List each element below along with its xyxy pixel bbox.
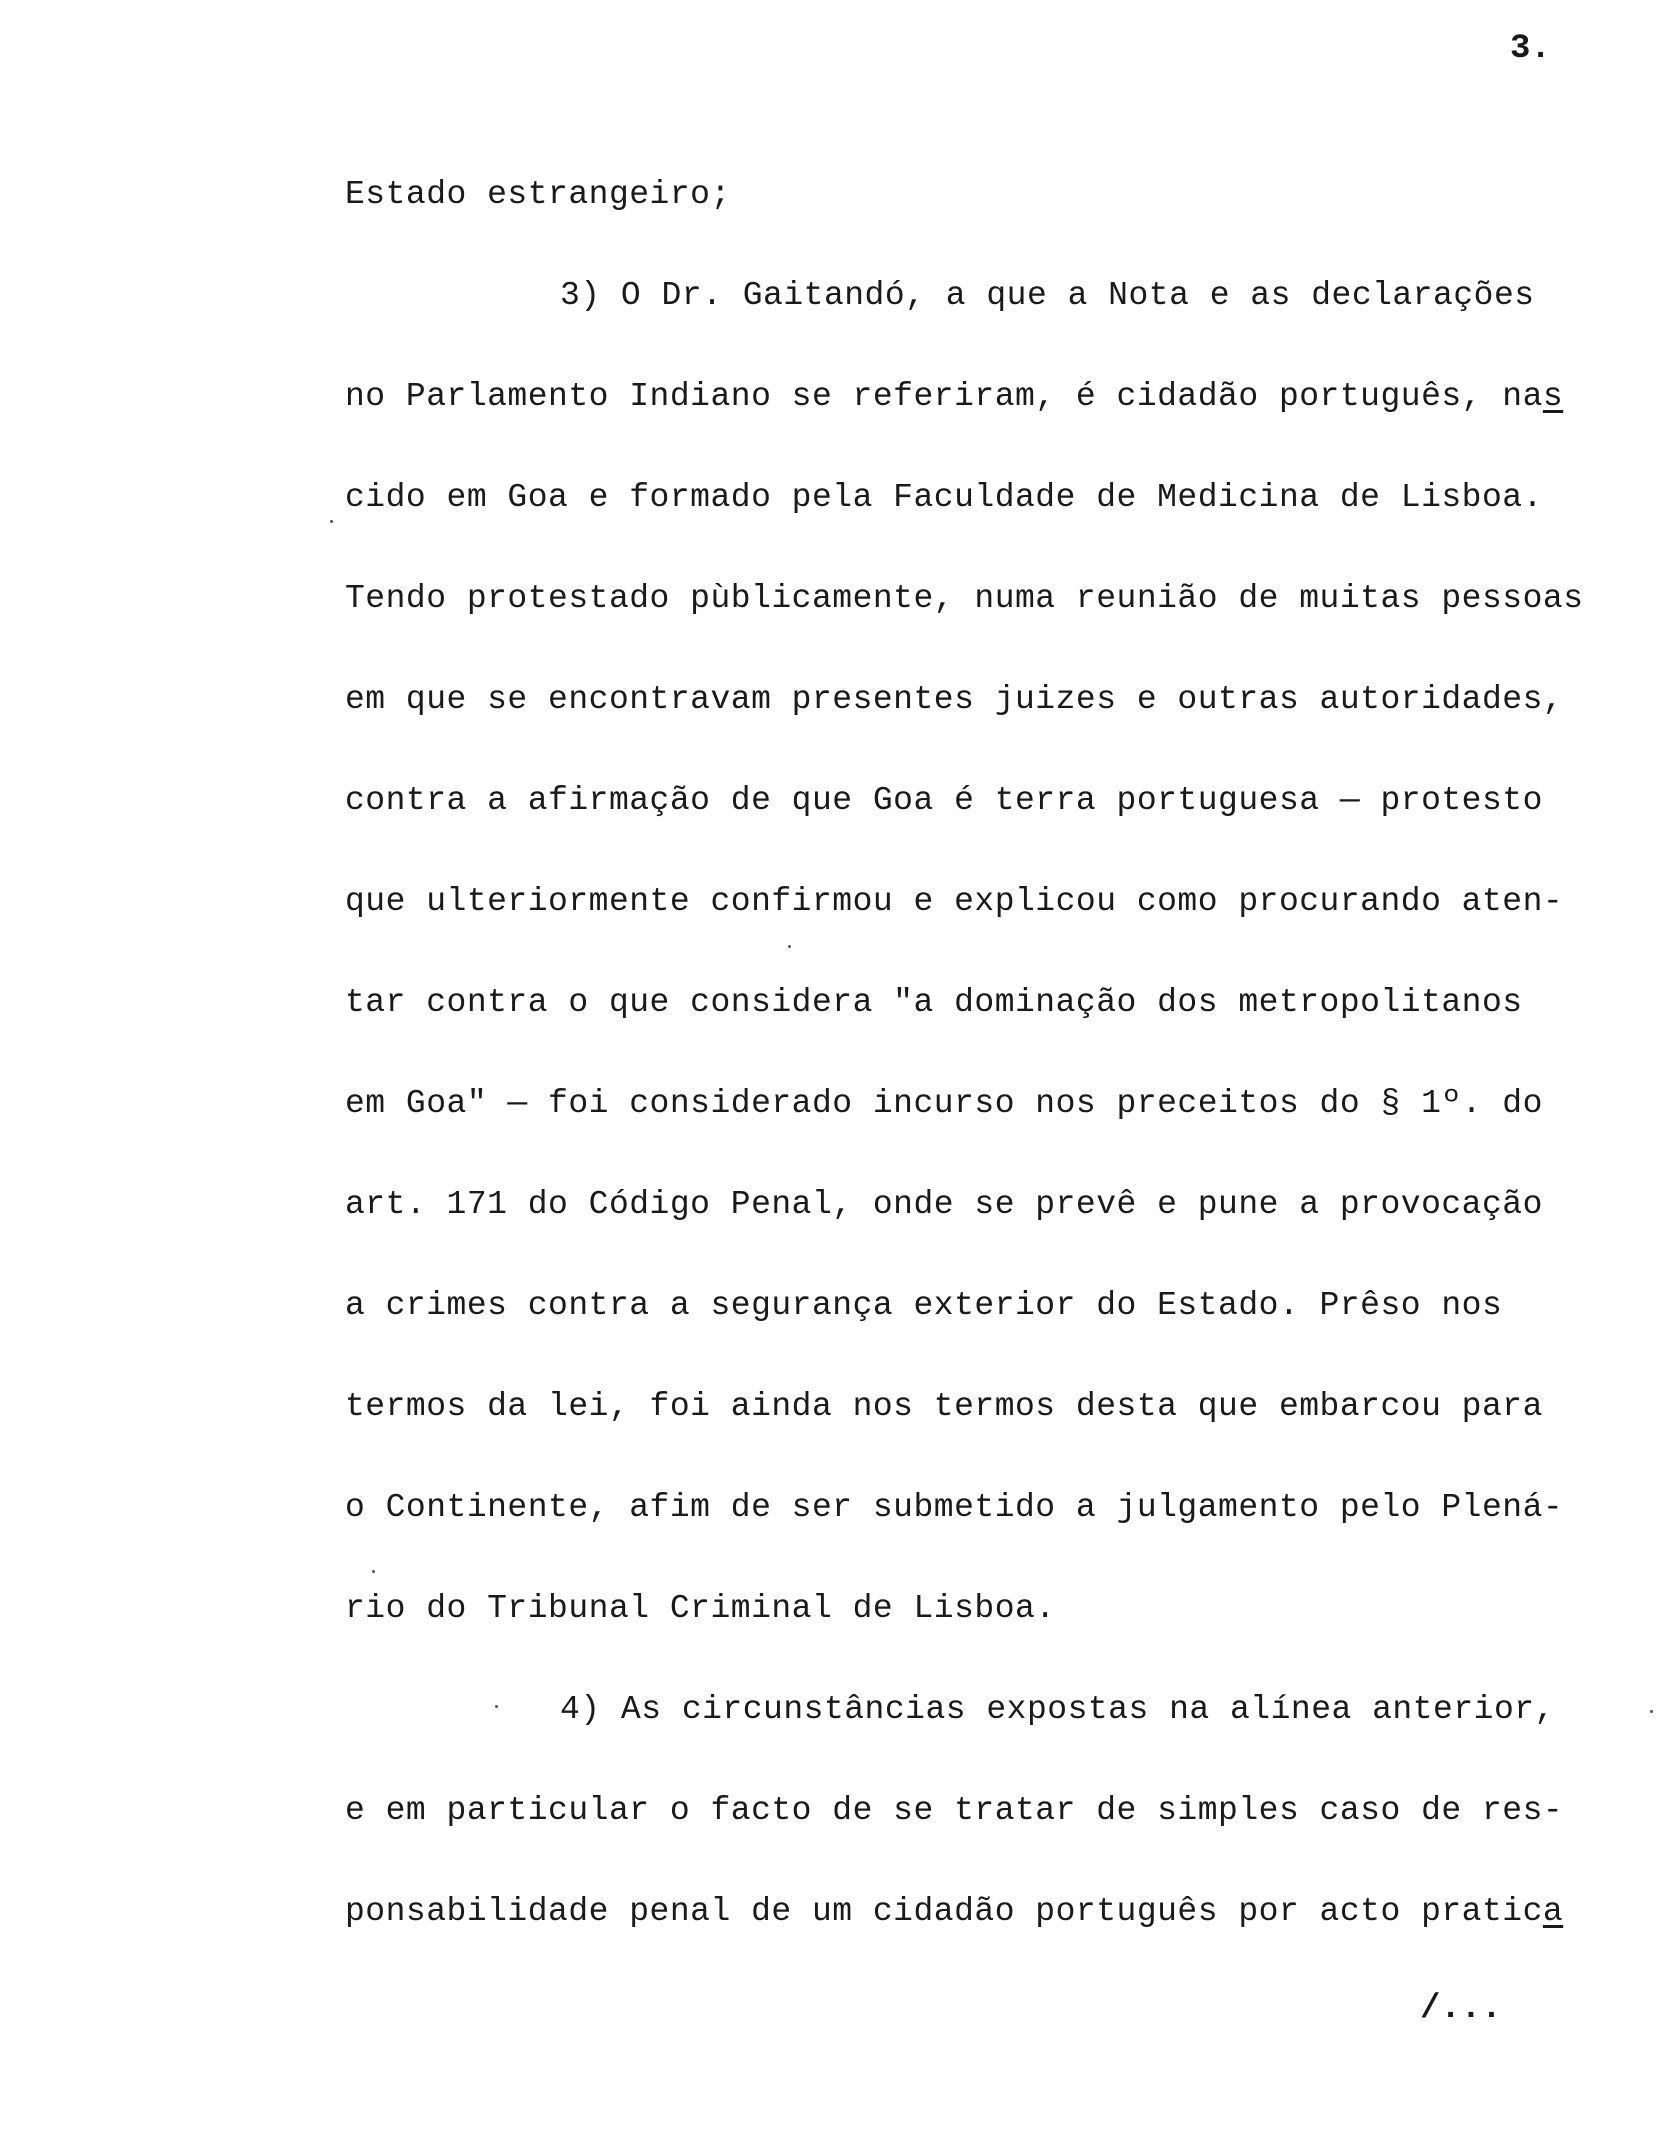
text-line: art. 171 do Código Penal, onde se prevê e pune a provocação [345,1186,1543,1223]
text-line: rio do Tribunal Criminal de Lisboa. [345,1590,1056,1627]
document-body [345,165,1584,1983]
text-line: a crimes contra a segurança exterior do Estado. Prêso nos [345,1287,1503,1324]
text-line: que ulteriormente confirmou e explicou como procurando aten- [345,883,1564,920]
text-line: Estado estrangeiro; [345,176,731,213]
text-line: Tendo protestado pùblicamente, numa reunião de muitas pessoas [345,580,1584,617]
text-line: no Parlamento Indiano se referiram, é cidadão português, nas [345,378,1564,415]
scan-speck [330,520,333,523]
scan-speck [372,1570,375,1573]
paragraph-3-start: 3) O Dr. Gaitandó, a que a Nota e as declarações [560,277,1535,314]
text-line: em que se encontravam presentes juizes e outras autoridades, [345,681,1564,718]
scan-speck [788,945,791,948]
text-line: em Goa" — foi considerado incurso nos preceitos do § 1º. do [345,1085,1543,1122]
underlined-syllable: s [1542,378,1564,415]
continuation-mark: /... [1420,1990,1502,2028]
text-line: termos da lei, foi ainda nos termos desta que embarcou para [345,1388,1543,1425]
page-number: 3. [1510,30,1551,68]
paragraph-4-start: 4) As circunstâncias expostas na alínea anterior, [560,1691,1555,1728]
scan-speck [495,1705,498,1708]
scan-speck [1650,1710,1653,1713]
text-line: e em particular o facto de se tratar de simples caso de res- [345,1792,1564,1829]
text-line: cido em Goa e formado pela Faculdade de Medicina de Lisboa. [345,479,1543,516]
text-line: o Continente, afim de ser submetido a julgamento pelo Plená- [345,1489,1564,1526]
underlined-syllable: a [1542,1893,1564,1930]
text-line: tar contra o que considera "a dominação dos metropolitanos [345,984,1523,1021]
text-line: contra a afirmação de que Goa é terra portuguesa — protesto [345,782,1543,819]
text-line: ponsabilidade penal de um cidadão português por acto pratica [345,1893,1564,1930]
